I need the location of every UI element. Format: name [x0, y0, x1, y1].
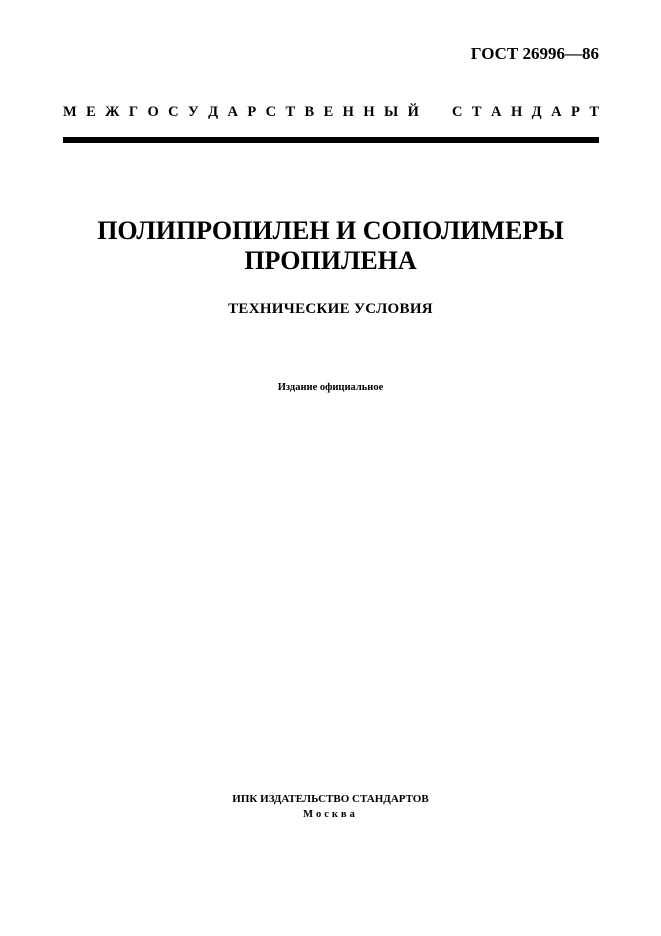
- heading-letter: М: [63, 104, 77, 120]
- heading-letter: Ы: [384, 104, 399, 120]
- heading-letter: Н: [363, 104, 375, 120]
- publisher-name: ИПК ИЗДАТЕЛЬСТВО СТАНДАРТОВ: [232, 793, 429, 805]
- heading-letter: Н: [342, 104, 354, 120]
- heading-letter: Т: [471, 104, 482, 120]
- heading-letter: Й: [407, 104, 419, 120]
- interstate-standard-heading: [63, 104, 599, 121]
- heading-letter: А: [491, 104, 502, 120]
- title-line-2: ПРОПИЛЕНА: [244, 246, 417, 275]
- heading-letter: Т: [285, 104, 296, 120]
- heading-letter: Е: [86, 104, 96, 120]
- heading-letter: Д: [208, 104, 219, 120]
- publisher-city: Москва: [303, 809, 358, 820]
- edition-note: Издание официальное: [277, 382, 384, 393]
- title-line-1: ПОЛИПРОПИЛЕН И СОПОЛИМЕРЫ: [97, 216, 564, 245]
- heading-letter: Р: [247, 104, 257, 120]
- heading-letter: А: [551, 104, 562, 120]
- heading-letter: С: [265, 104, 277, 120]
- heading-letter: Р: [571, 104, 580, 120]
- heading-letter: С: [168, 104, 179, 120]
- interstate-word: [63, 104, 419, 121]
- heading-rule: [63, 137, 599, 143]
- heading-letter: Н: [510, 104, 523, 120]
- heading-letter: Т: [589, 104, 599, 120]
- heading-letter: Г: [128, 104, 139, 120]
- document-subtitle: ТЕХНИЧЕСКИЕ УСЛОВИЯ: [228, 301, 433, 317]
- heading-letter: А: [227, 104, 238, 120]
- document-code: ГОСТ 26996—86: [470, 44, 599, 63]
- heading-letter: Е: [323, 104, 334, 120]
- heading-letter: В: [304, 104, 315, 120]
- standard-word: [452, 104, 599, 121]
- heading-letter: Д: [531, 104, 542, 120]
- heading-letter: У: [188, 104, 199, 120]
- document-title: [0, 216, 661, 276]
- heading-letter: Ж: [105, 104, 120, 120]
- heading-letter: С: [452, 104, 463, 120]
- heading-letter: О: [147, 104, 159, 120]
